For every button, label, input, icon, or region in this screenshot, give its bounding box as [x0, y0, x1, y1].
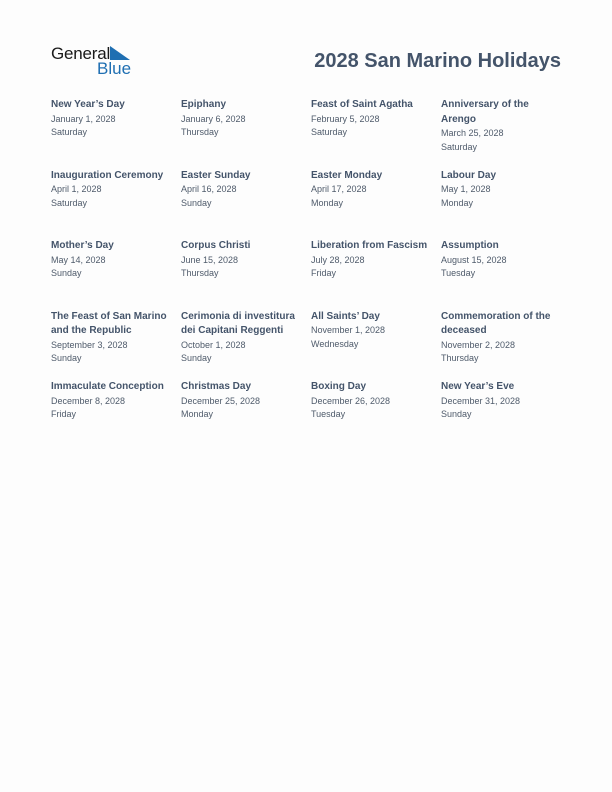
holiday-item	[311, 239, 435, 281]
holiday-weekday: Monday	[311, 197, 344, 208]
holiday-date: November 1, 2028	[311, 325, 386, 335]
holiday-weekday: Sunday	[51, 268, 82, 278]
holiday-weekday: Sunday	[181, 353, 212, 363]
holiday-weekday: Saturday	[51, 127, 88, 137]
holiday-item	[181, 239, 305, 281]
holiday-item	[181, 169, 305, 211]
page-title: 2028 San Marino Holidays	[314, 50, 561, 72]
holiday-weekday: Monday	[181, 409, 214, 419]
holiday-weekday: Friday	[311, 268, 337, 278]
holiday-weekday: Thursday	[181, 268, 219, 278]
holiday-name: Christmas Day	[181, 381, 252, 392]
holiday-name: Anniversary of the Arengo	[441, 99, 529, 125]
holiday-name: Epiphany	[181, 99, 227, 110]
holiday-date: December 31, 2028	[441, 395, 521, 406]
holiday-date: May 1, 2028	[441, 184, 491, 194]
holiday-name: Boxing Day	[311, 381, 367, 392]
holiday-date: September 3, 2028	[51, 339, 128, 350]
holiday-name: Corpus Christi	[181, 240, 251, 251]
holiday-date: October 1, 2028	[181, 339, 246, 350]
holiday-name: New Year’s Day	[51, 99, 125, 110]
holiday-item	[311, 169, 435, 211]
holiday-date: March 25, 2028	[441, 128, 504, 138]
holiday-weekday: Sunday	[441, 409, 472, 419]
logo-word-general: General	[51, 44, 111, 63]
holiday-item	[311, 380, 435, 422]
holiday-name: The Feast of San Marino and the Republic	[51, 310, 167, 336]
holiday-item	[181, 380, 305, 422]
holiday-date: January 6, 2028	[181, 113, 246, 124]
holiday-date: August 15, 2028	[441, 254, 507, 265]
holiday-date: December 26, 2028	[311, 395, 391, 406]
holiday-row	[51, 98, 571, 169]
holiday-item	[51, 239, 175, 281]
holiday-weekday: Monday	[441, 197, 474, 208]
holiday-item	[51, 98, 175, 140]
holiday-date: April 16, 2028	[181, 184, 237, 194]
holiday-name: Mother’s Day	[51, 240, 114, 251]
holiday-weekday: Tuesday	[441, 268, 476, 278]
holiday-weekday: Thursday	[181, 127, 219, 137]
holiday-name: New Year’s Eve	[441, 381, 515, 392]
holiday-row	[51, 310, 571, 381]
holiday-item	[441, 239, 565, 281]
holiday-weekday: Sunday	[51, 353, 82, 363]
holiday-name: Labour Day	[441, 169, 497, 181]
holiday-weekday: Thursday	[441, 353, 479, 363]
holiday-name: Inauguration Ceremony	[51, 169, 164, 181]
holiday-weekday: Saturday	[51, 197, 88, 208]
holiday-date: May 14, 2028	[51, 254, 106, 265]
holiday-name: Cerimonia di investitura dei Capitani Reggenti	[181, 310, 295, 336]
holiday-item	[311, 310, 435, 352]
holiday-name: Immaculate Conception	[51, 381, 164, 392]
holiday-item	[441, 310, 565, 366]
holiday-weekday: Wednesday	[311, 338, 359, 349]
holiday-weekday: Saturday	[311, 127, 348, 137]
holiday-item	[441, 380, 565, 422]
holiday-date: February 5, 2028	[311, 113, 380, 124]
holiday-date: June 15, 2028	[181, 254, 239, 265]
holiday-item	[181, 98, 305, 140]
holiday-date: April 1, 2028	[51, 184, 102, 194]
holiday-row	[51, 380, 571, 451]
holiday-item	[51, 169, 175, 211]
holiday-name: Assumption	[441, 240, 499, 251]
holiday-date: November 2, 2028	[441, 339, 516, 350]
holiday-name: Easter Sunday	[181, 169, 251, 181]
holiday-name: Easter Monday	[311, 169, 383, 181]
holiday-date: January 1, 2028	[51, 113, 116, 124]
holiday-grid	[51, 98, 571, 451]
holiday-date: December 25, 2028	[181, 395, 261, 406]
holiday-name: All Saints’ Day	[311, 310, 380, 322]
logo-triangle-icon	[110, 46, 130, 60]
holiday-weekday: Saturday	[441, 141, 478, 152]
holiday-name: Liberation from Fascism	[311, 240, 428, 251]
holiday-weekday: Sunday	[181, 197, 212, 208]
holiday-item	[441, 169, 565, 211]
holiday-item	[51, 310, 175, 366]
holiday-row	[51, 169, 571, 240]
holiday-name: Feast of Saint Agatha	[311, 99, 413, 110]
holiday-weekday: Tuesday	[311, 409, 346, 419]
logo-word-blue: Blue	[97, 59, 132, 78]
holiday-weekday: Friday	[51, 409, 77, 419]
generalblue-logo	[51, 44, 141, 78]
holiday-item	[181, 310, 305, 366]
holiday-item	[311, 98, 435, 140]
holiday-item	[51, 380, 175, 422]
holiday-name: Commemoration of the deceased	[441, 310, 551, 336]
holiday-date: December 8, 2028	[51, 395, 126, 406]
holiday-item	[441, 98, 565, 154]
holiday-date: July 28, 2028	[311, 254, 365, 265]
holiday-row	[51, 239, 571, 310]
holiday-date: April 17, 2028	[311, 184, 367, 194]
